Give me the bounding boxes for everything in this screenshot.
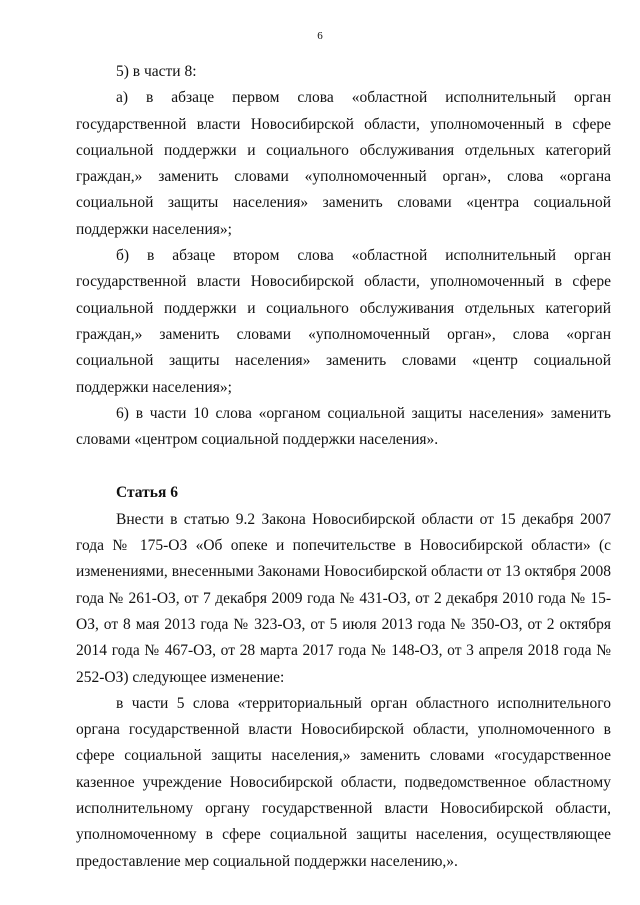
section-5-item-6: 6) в части 10 слова «органом социальной защиты населения» заменить словами «центром социальной поддержки населения».	[76, 404, 611, 449]
article-paragraph: Внести в статью 9.2 Закона Новосибирской области от 15 декабря 2007 года № 175-ОЗ «Об опеке и попечительстве в Новосибирской области» (с изменениями, внесенными Законами Новосибирской области от 13 октября 2008 года № 261-ОЗ, от 7 декабря 2009 года № 431-ОЗ, от 2 декабря 2010 года № 15-ОЗ, от 8 мая 2013 года № 323-ОЗ, от 5 июля 2013 года № 350-ОЗ, от 2 октября 2014 года № 467-ОЗ, от 28 марта 2017 года № 148-ОЗ, от 3 апреля 2018 года № 252-ОЗ) следующее изменение:	[76, 510, 611, 686]
section-5-item-a: а) в абзаце первом слова «областной исполнительный орган государственной власти Новосибирской области, уполномоченный в сфере социальной поддержки и социального обслуживания отдельных категорий граждан,» заменить словами «уполномоченный орган», слова «органа социальной защиты населения» заменить словами «центра социальной поддержки населения»;	[76, 89, 611, 238]
section-5-item-b: б) в абзаце втором слова «областной исполнительный орган государственной власти Новосибирской области, уполномоченный в сфере социальной поддержки и социального обслуживания отдельных категорий граждан,» заменить словами «уполномоченный орган», слова «орган социальной защиты населения» заменить словами «центр социальной поддержки населения»;	[76, 247, 611, 396]
document-body	[76, 59, 611, 875]
article-paragraph: в части 5 слова «территориальный орган областного исполнительного органа государственной власти Новосибирской области, уполномоченного в сфере социальной защиты населения,» заменить словами «государственное казенное учреждение Новосибирской области, подведомственное областному исполнительному органу государственной власти Новосибирской области, уполномоченному в сфере социальной защиты населения, осуществляющее предоставление мер социальной поддержки населению,».	[76, 694, 611, 870]
article-heading: Статья 6	[116, 484, 178, 502]
section-spacer	[76, 453, 611, 480]
section-5-intro: 5) в части 8:	[116, 63, 197, 80]
page-number: 6	[317, 30, 323, 42]
